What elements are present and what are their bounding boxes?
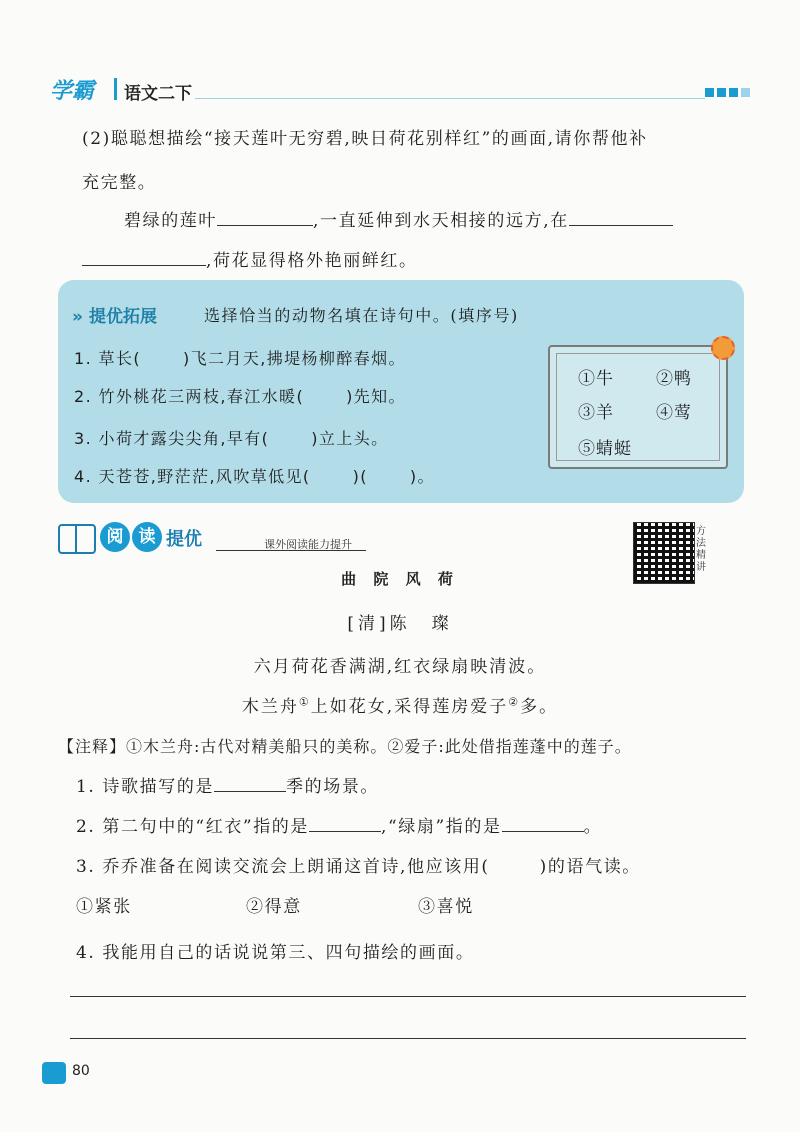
extension-item: 2. 竹外桃花三两枝,春江水暖( )先知。 <box>74 387 406 406</box>
answer-line[interactable] <box>70 1038 746 1039</box>
q2-paragraph-line1 <box>124 206 673 231</box>
question-4: 4. 我能用自己的话说说第三、四句描绘的画面。 <box>76 943 475 963</box>
question-1: 1. 诗歌描写的是 季的场景。 <box>76 777 380 797</box>
subject-title: 语文二下 <box>124 84 192 104</box>
header-rule <box>195 98 705 99</box>
reading-char-2: 读 <box>132 522 162 552</box>
double-chevron-icon: » <box>72 307 83 327</box>
q3-option: ②得意 <box>246 897 302 917</box>
extension-title: » 提优拓展 <box>72 307 157 327</box>
question-2: 2. 第二句中的“红衣”指的是 ,“绿扇”指的是 。 <box>76 817 603 837</box>
poem-line-1: 六月荷花香满湖,红衣绿扇映清波。 <box>253 657 547 677</box>
q3-option: ①紧张 <box>76 897 132 917</box>
option-item: ⑤蜻蜓 <box>578 439 632 459</box>
extension-item: 1. 草长( )飞二月天,拂堤杨柳醉春烟。 <box>74 349 406 368</box>
option-item: ②鸭 <box>656 369 692 389</box>
qr-label: 方法精讲 <box>696 526 706 573</box>
reading-lift: 提优 <box>166 529 202 550</box>
brand-logo: 学霸 <box>50 79 95 104</box>
poem-line-2: 木兰舟①上如花女,采得莲房爱子②多。 <box>241 695 559 717</box>
option-item: ①牛 <box>578 369 614 389</box>
q2-para-c: ,荷花显得格外艳丽鲜红。 <box>206 251 418 271</box>
sun-icon <box>711 336 735 360</box>
option-item: ③羊 <box>578 403 614 423</box>
extension-item: 4. 天苍苍,野茫茫,风吹草低见( )( )。 <box>74 467 435 486</box>
blank-field[interactable] <box>502 815 584 832</box>
header-dots <box>705 88 750 97</box>
page-number: 80 <box>72 1063 90 1079</box>
answer-line[interactable] <box>70 996 746 997</box>
poem-title: 曲 院 风 荷 <box>341 570 459 588</box>
blank-field[interactable] <box>309 815 381 832</box>
blank-field[interactable] <box>569 209 673 226</box>
book-icon <box>58 524 96 554</box>
q2-paragraph-line2 <box>82 246 418 271</box>
q2-line1: (2)聪聪想描绘“接天莲叶无穷碧,映日荷花别样红”的画面,请你帮他补 <box>82 129 648 149</box>
options-card <box>548 345 728 469</box>
extension-item: 3. 小荷才露尖尖角,早有( )立上头。 <box>74 429 389 448</box>
option-item: ④莺 <box>656 403 692 423</box>
q3-option: ③喜悦 <box>418 897 474 917</box>
question-3: 3. 乔乔准备在阅读交流会上朗诵这首诗,他应该用( )的语气读。 <box>76 857 641 877</box>
notes: 【注释】①木兰舟:古代对精美船只的美称。②爱子:此处借指莲蓬中的莲子。 <box>58 737 632 756</box>
q2-line2: 充完整。 <box>82 173 157 193</box>
brand-separator <box>114 78 117 100</box>
extension-instruction: 选择恰当的动物名填在诗句中。(填序号) <box>204 306 519 325</box>
pencil-icon <box>42 1062 66 1084</box>
blank-field[interactable] <box>217 209 313 226</box>
blank-field[interactable] <box>82 249 206 266</box>
poem-author: [清]陈 璨 <box>347 614 453 634</box>
q2-para-a: 碧绿的莲叶 <box>124 211 217 231</box>
q2-para-b: ,一直延伸到水天相接的远方,在 <box>313 211 569 231</box>
reading-subtitle: 课外阅读能力提升 <box>264 538 352 551</box>
reading-char-1: 阅 <box>100 522 130 552</box>
blank-field[interactable] <box>214 775 286 792</box>
